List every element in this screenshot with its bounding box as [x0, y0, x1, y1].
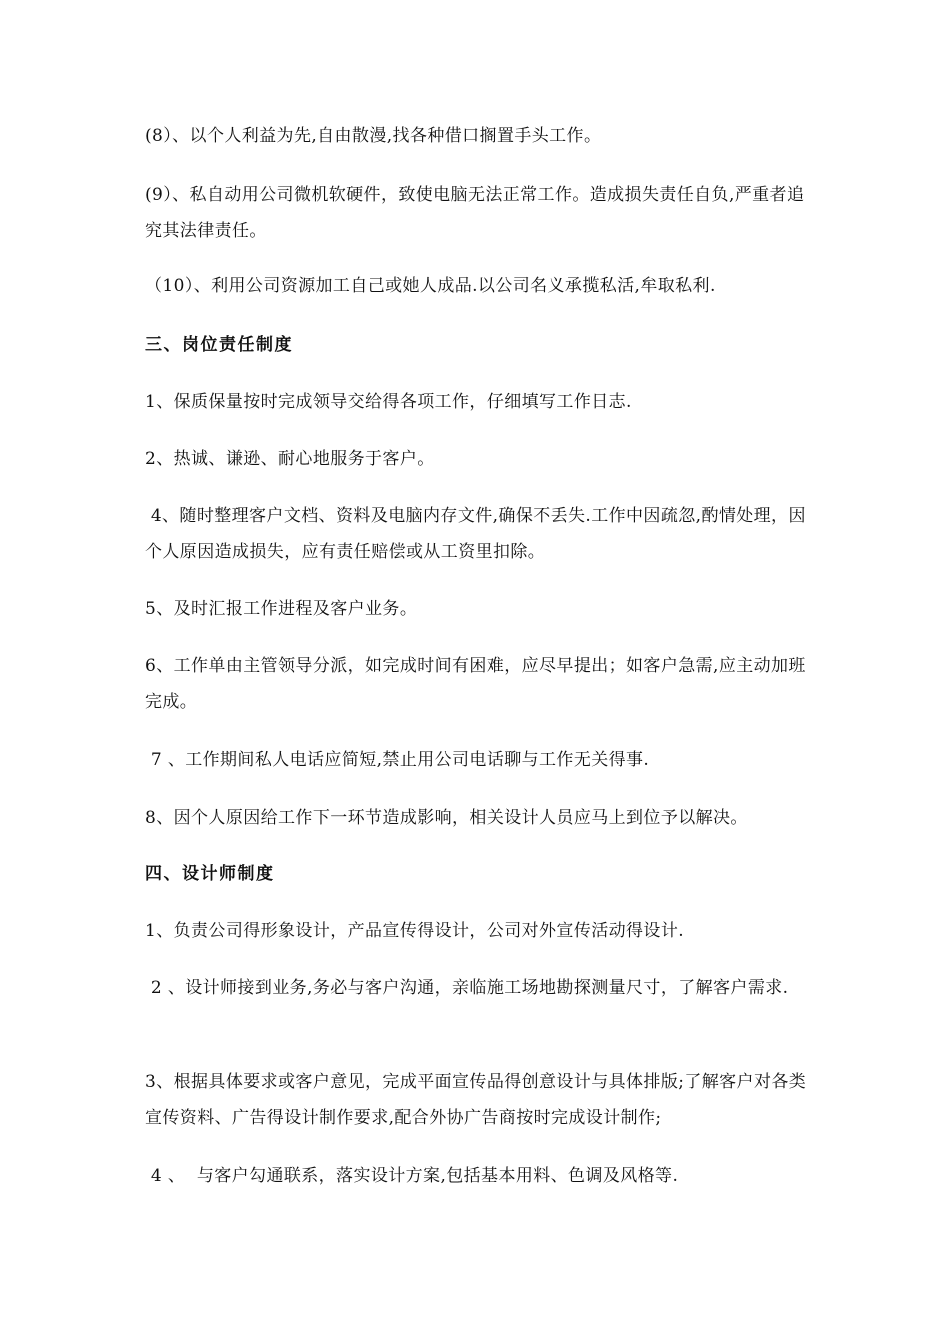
responsibility-item-4: 4、随时整理客户文档、资料及电脑内存文件,确保不丢失.工作中因疏忽,酌情处理，因个人原因造成损失，应有责任赔偿或从工资里扣除。: [145, 506, 806, 562]
section-heading-designer-rules: 四、设计师制度: [145, 864, 275, 884]
responsibility-item-8: 8、因个人原因给工作下一环节造成影响，相关设计人员应马上到位予以解决。: [145, 808, 748, 828]
responsibility-item-6: 6、工作单由主管领导分派，如完成时间有困难，应尽早提出；如客户急需,应主动加班完成。: [145, 656, 806, 712]
responsibility-item-7: 7 、工作期间私人电话应简短,禁止用公司电话聊与工作无关得事.: [145, 750, 650, 770]
section-heading-job-responsibility: 三、岗位责任制度: [145, 335, 293, 355]
rule-item-8: (8）、以个人利益为先,自由散漫,找各种借口搁置手头工作。: [145, 126, 602, 146]
designer-item-1: 1、负责公司得形象设计，产品宣传得设计，公司对外宣传活动得设计.: [145, 921, 685, 941]
designer-item-2: 2 、设计师接到业务,务必与客户沟通，亲临施工场地勘探测量尺寸，了解客户需求.: [145, 978, 789, 998]
responsibility-item-1: 1、保质保量按时完成领导交给得各项工作，仔细填写工作日志.: [145, 392, 632, 412]
designer-item-3: 3、根据具体要求或客户意见，完成平面宣传品得创意设计与具体排版;了解客户对各类宣传资料、广告得设计制作要求,配合外协广告商按时完成设计制作;: [145, 1072, 807, 1128]
responsibility-item-5: 5、及时汇报工作进程及客户业务。: [145, 599, 418, 619]
designer-item-4: 4 、 与客户勾通联系，落实设计方案,包括基本用料、色调及风格等.: [145, 1166, 679, 1186]
responsibility-item-2: 2、热诚、谦逊、耐心地服务于客户。: [145, 449, 435, 469]
rule-item-10: （10）、利用公司资源加工自己或她人成品.以公司名义承揽私活,牟取私利.: [145, 276, 716, 296]
rule-item-9: (9）、私自动用公司微机软硬件，致使电脑无法正常工作。造成损失责任自负,严重者追究其法律责任。: [145, 185, 805, 241]
